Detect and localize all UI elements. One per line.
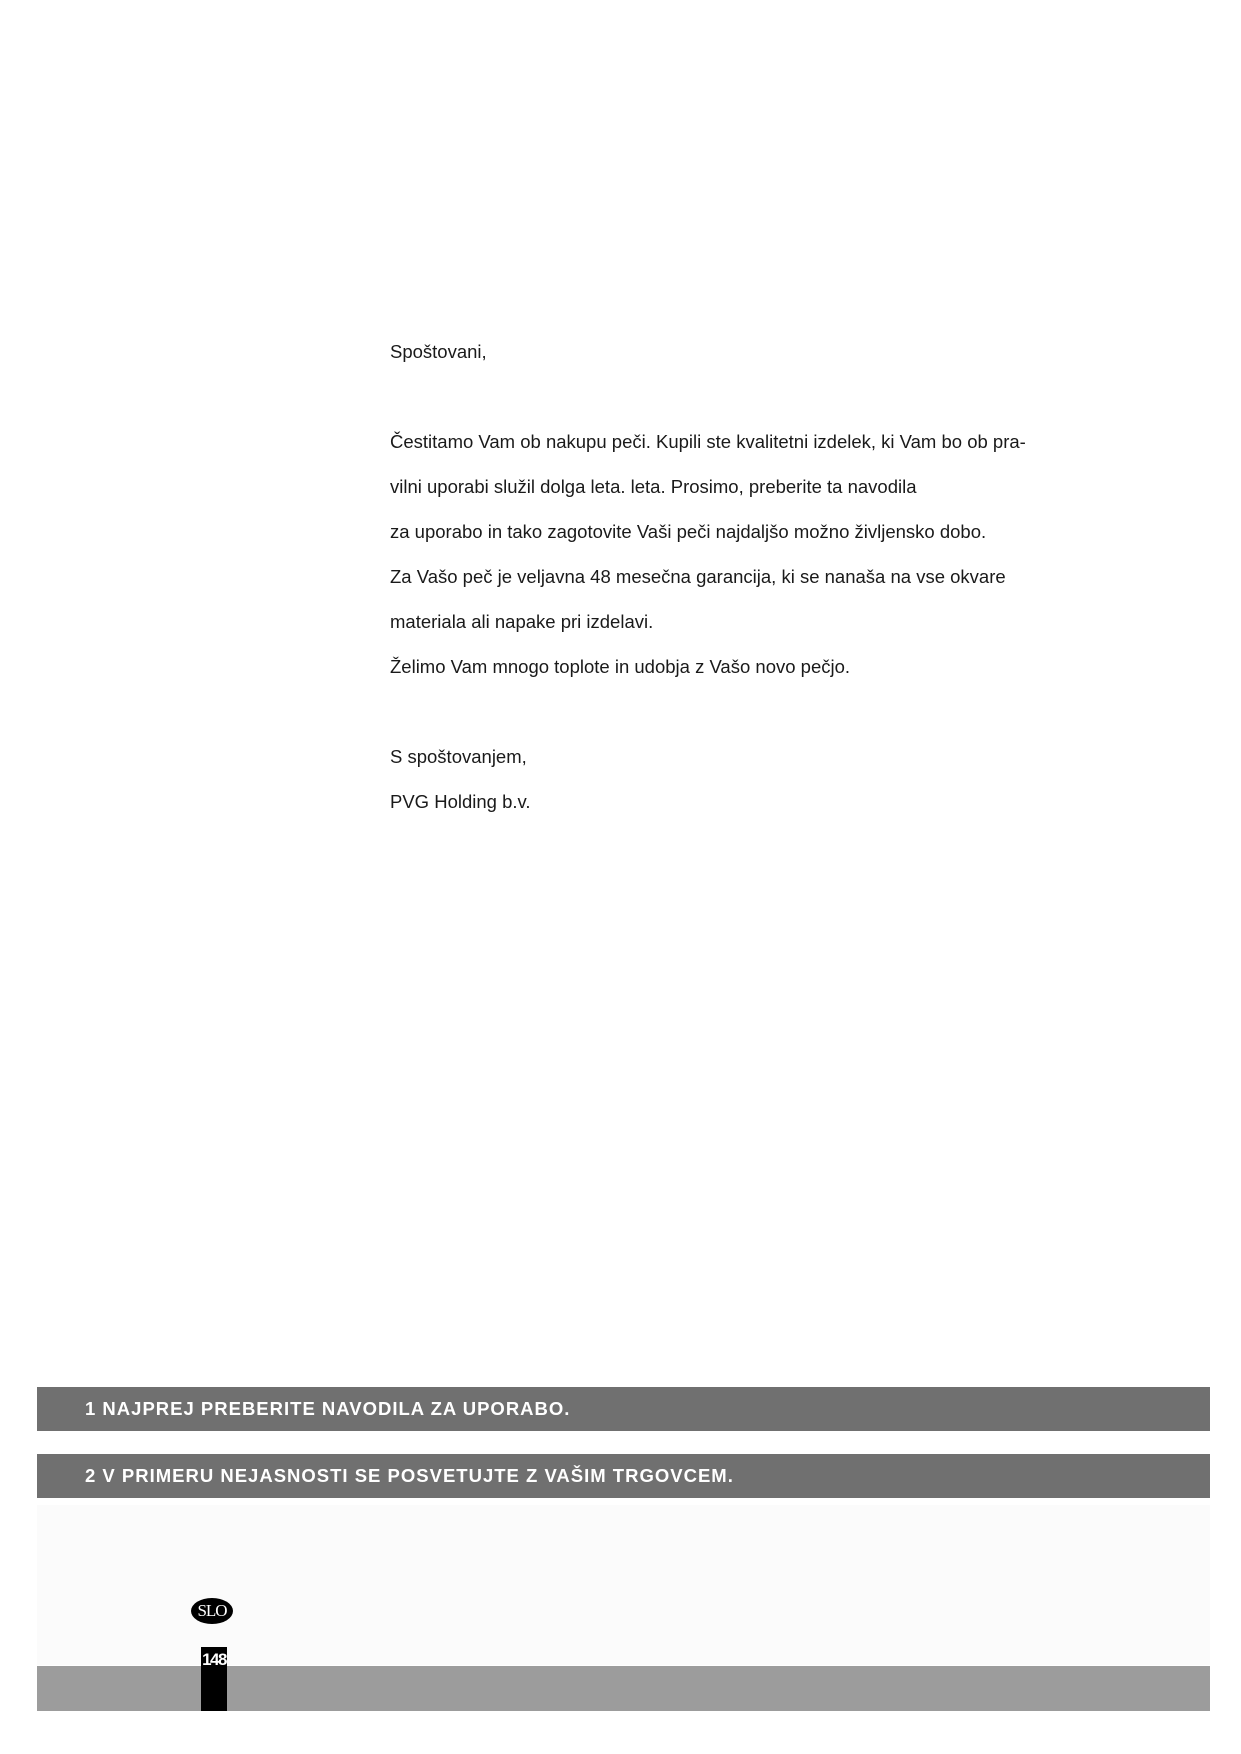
body-line: Čestitamo Vam ob nakupu peči. Kupili ste kvalitetni izdelek, ki Vam bo ob pra-: [390, 431, 1026, 452]
page-number: 148: [201, 1647, 227, 1711]
signature: PVG Holding b.v.: [390, 791, 531, 812]
closing: S spoštovanjem,: [390, 746, 527, 767]
language-badge: SLO: [191, 1598, 233, 1624]
body-line: materiala ali napake pri izdelavi.: [390, 611, 654, 632]
body-line: Za Vašo peč je veljavna 48 mesečna garancija, ki se nanaša na vse okvare: [390, 566, 1006, 587]
instruction-banner-1: 1 NAJPREJ PREBERITE NAVODILA ZA UPORABO.: [37, 1387, 1210, 1431]
footer-panel: [37, 1505, 1210, 1665]
greeting: Spoštovani,: [390, 341, 487, 362]
body-line: za uporabo in tako zagotovite Vaši peči najdaljšo možno življensko dobo.: [390, 521, 987, 542]
instruction-banner-2: 2 V PRIMERU NEJASNOSTI SE POSVETUJTE Z VAŠIM TRGOVCEM.: [37, 1454, 1210, 1498]
body-line: Želimo Vam mnogo toplote in udobja z Vašo novo pečjo.: [390, 656, 851, 677]
body-line: vilni uporabi služil dolga leta. leta. Prosimo, preberite ta navodila: [390, 476, 917, 497]
